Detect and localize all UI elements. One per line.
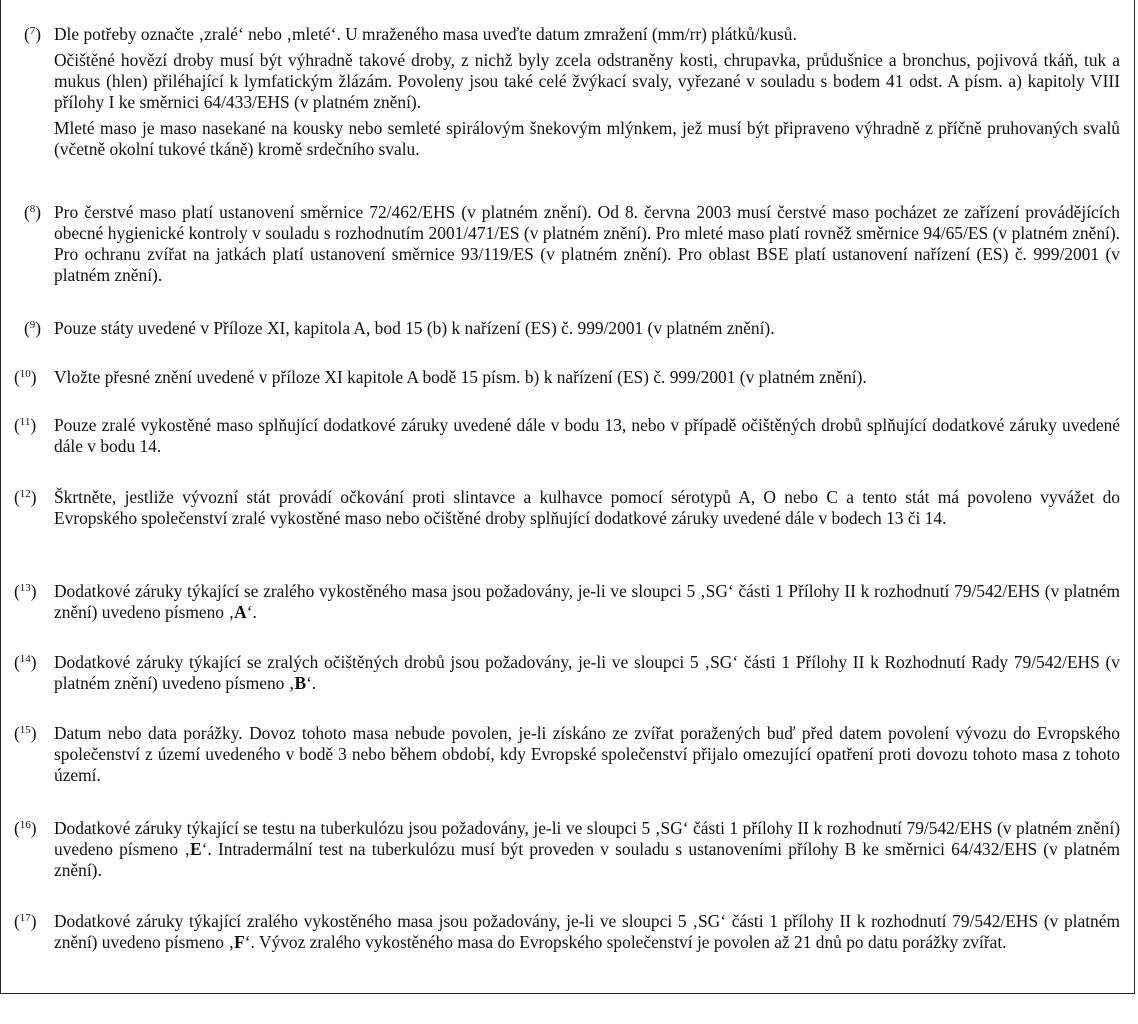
letter-code: F bbox=[234, 932, 245, 952]
footnote-11 bbox=[1, 415, 1120, 457]
footnote-text: Dodatkové záruky týkající zralého vykostěného masa jsou požadovány, je-li ve sloupci 5 ‚SG‘ části 1 přílohy II k rozhodnutí 79/542/EHS (v platném znění) uvedeno písmeno ‚F‘. Vývoz zralého vykostěného masa do Evropského společenství je povolen až 21 dnů po datu porážky zvířat. bbox=[54, 911, 1120, 952]
footnote-text: Dodatkové záruky týkající se zralých očištěných drobů jsou požadovány, je-li ve sloupci 5 ‚SG‘ části 1 Přílohy II k Rozhodnutí Rady 79/542/EHS (v platném znění) uvedeno písmeno ‚B‘. bbox=[54, 652, 1120, 693]
footnote-text: Pro čerstvé maso platí ustanovení směrnice 72/462/EHS (v platném znění). Od 8. června 2003 musí čerstvé maso pocházet ze zařízení provádějících obecné hygienické kontroly v souladu s rozhodnutím 2001/471/ES (v platném znění). Pro mleté maso platí rovněž směrnice 94/65/ES (v platném znění). Pro ochranu zvířat na jatkách platí ustanovení směrnice 93/119/ES (v platném znění). Pro oblast BSE platí ustanovení nařízení (ES) č. 999/2001 (v platném znění). bbox=[54, 202, 1120, 285]
footnote-text: Dodatkové záruky týkající se testu na tuberkulózu jsou požadovány, je-li ve sloupci 5 ‚SG‘ části 1 přílohy II k rozhodnutí 79/542/EHS (v platném znění) uvedeno písmeno ‚E‘. Intradermální test na tuberkulózu musí být proveden v souladu s ustanoveními přílohy B ke směrnici 64/432/EHS (v platném znění). bbox=[54, 818, 1120, 880]
footnote-paragraph: Mleté maso je maso nasekané na kousky nebo semleté spirálovým šnekovým mlýnkem, jež musí být připraveno výhradně z příčně pruhovaných svalů (včetně okolní tukové tkáně) kromě srdečního svalu. bbox=[54, 118, 1120, 159]
footnote-13 bbox=[1, 581, 1120, 623]
footnote-14 bbox=[1, 652, 1120, 694]
footnote-marker: ($^8$) bbox=[24, 202, 42, 222]
footnote-marker: ($^{16}$) bbox=[14, 818, 37, 838]
footnote-marker: ($^{17}$) bbox=[14, 911, 37, 931]
footnote-marker: ($^{13}$) bbox=[14, 581, 37, 601]
footnote-paragraph: Očištěné hovězí droby musí být výhradně takové droby, z nichž byly zcela odstraněny kosti, chrupavka, průdušnice a bronchus, pojivová tkáň, tuk a mukus (hlen) přiléhající k lymfatickým žlázám. Povoleny jsou také celé žvýkací svaly, vyřezané v souladu s bodem 41 odst. A písm. a) kapitoly VIII přílohy I ke směrnici 64/433/EHS (v platném znění). bbox=[54, 50, 1120, 112]
footnote-marker: ($^{10}$) bbox=[14, 367, 37, 387]
footnote-16 bbox=[1, 818, 1120, 881]
footnote-7 bbox=[1, 24, 1120, 160]
footnote-text: Datum nebo data porážky. Dovoz tohoto masa nebude povolen, je-li získáno ze zvířat poražených buď před datem povolení vývozu do Evropského společenství z území uvedeného v bodě 3 nebo během období, kdy Evropské společenství přijalo omezující opatření proti dovozu tohoto masa z tohoto území. bbox=[54, 723, 1120, 785]
footnote-10 bbox=[1, 367, 1120, 388]
footnote-text: Pouze státy uvedené v Příloze XI, kapitola A, bod 15 (b) k nařízení (ES) č. 999/2001 (v platném znění). bbox=[54, 318, 775, 338]
letter-code: B bbox=[294, 673, 307, 693]
footnote-text: Dodatkové záruky týkající se zralého vykostěného masa jsou požadovány, je-li ve sloupci 5 ‚SG‘ části 1 Přílohy II k rozhodnutí 79/542/EHS (v platném znění) uvedeno písmeno ‚A‘. bbox=[54, 581, 1120, 622]
footnote-text: Dle potřeby označte ‚zralé‘ nebo ‚mleté‘. U mraženého masa uveďte datum zmražení (mm/rr) plátků/kusů. bbox=[54, 24, 797, 44]
letter-code: E bbox=[190, 839, 202, 859]
letter-code: A bbox=[234, 602, 247, 622]
footnote-12 bbox=[1, 487, 1120, 529]
footnote-text: Škrtněte, jestliže vývozní stát provádí očkování proti slintavce a kulhavce pomocí sérotypů A, O nebo C a tento stát má povoleno vyvážet do Evropského společenství zralé vykostěné maso nebo očištěné droby splňující dodatkové záruky uvedené dále v bodech 13 či 14. bbox=[54, 487, 1120, 528]
footnote-marker: ($^9$) bbox=[24, 318, 42, 338]
footnote-text: Vložte přesné znění uvedené v příloze XI kapitole A bodě 15 písm. b) k nařízení (ES) č. 999/2001 (v platném znění). bbox=[54, 367, 867, 387]
footnote-9 bbox=[1, 318, 1120, 339]
footnote-17 bbox=[1, 911, 1120, 953]
footnote-marker: ($^{11}$) bbox=[14, 415, 37, 435]
footnote-8 bbox=[1, 202, 1120, 286]
footnote-marker: ($^{14}$) bbox=[14, 652, 37, 672]
footnote-15 bbox=[1, 723, 1120, 786]
footnote-marker: ($^7$) bbox=[24, 24, 42, 44]
footnote-marker: ($^{15}$) bbox=[14, 723, 37, 743]
footnote-text: Pouze zralé vykostěné maso splňující dodatkové záruky uvedené dále v bodu 13, nebo v případě očištěných drobů splňující dodatkové záruky uvedené dále v bodu 14. bbox=[54, 415, 1120, 456]
footnote-marker: ($^{12}$) bbox=[14, 487, 37, 507]
